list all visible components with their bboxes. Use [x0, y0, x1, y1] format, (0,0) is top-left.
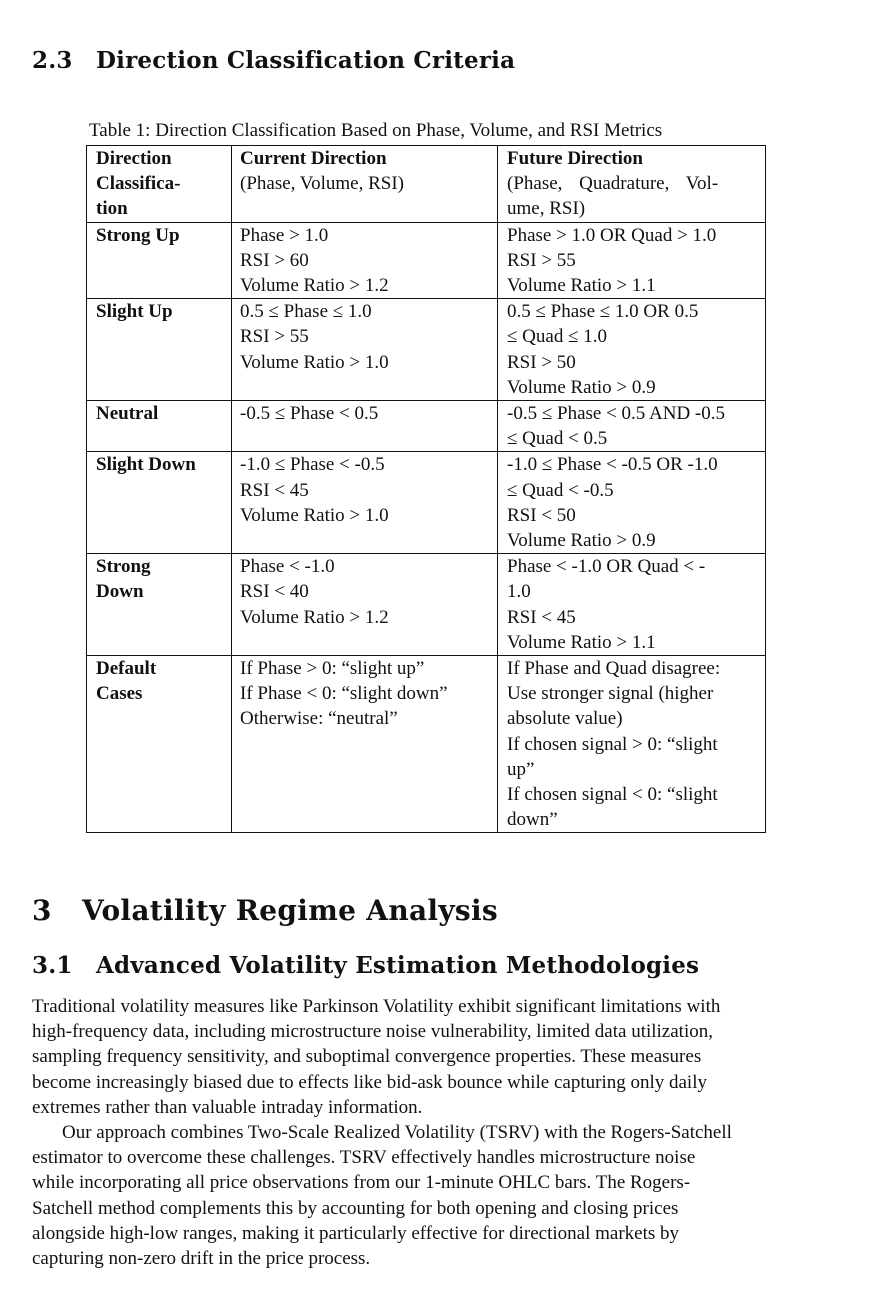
row-current: If Phase > 0: “slight up” If Phase < 0: “slight down” Otherwise: “neutral”: [232, 656, 498, 833]
header-future-direction: Future Direction (Phase, Quadrature, Vol- ume, RSI): [498, 146, 766, 223]
paragraph-2: Our approach combines Two-Scale Realized Volatility (TSRV) with the Rogers-Satchell estimator to overcome these challenges. TSRV effectively handles microstructure noise while incorporating all price observations from our 1-minute OHLC bars. The Rogers- Satchell method complements this by accounting for both opening and closing prices alongside high-low ranges, making it particularly effective for directional markets by capturing non-zero drift in the price process.: [32, 1122, 732, 1270]
table-row: [87, 656, 766, 833]
row-current: 0.5 ≤ Phase ≤ 1.0 RSI > 55 Volume Ratio > 1.0: [232, 299, 498, 401]
table-caption: Table 1: Direction Classification Based on Phase, Volume, and RSI Metrics: [89, 120, 663, 141]
table-row: [87, 222, 766, 299]
row-label: Strong Down: [87, 554, 232, 656]
section-2-3-heading: [32, 47, 515, 74]
row-label: Slight Down: [87, 452, 232, 554]
row-label: Strong Up: [87, 222, 232, 299]
header-direction: Direction Classifica- tion: [87, 146, 232, 223]
row-label: Neutral: [87, 401, 232, 452]
row-label: Slight Up: [87, 299, 232, 401]
section-title: Advanced Volatility Estimation Methodologies: [96, 952, 700, 979]
section-number: 2.3: [32, 47, 73, 74]
table-row: [87, 452, 766, 554]
table-row: [87, 401, 766, 452]
section-3-heading: [32, 894, 498, 927]
table-row: [87, 299, 766, 401]
section-number: 3.1: [32, 952, 73, 979]
paragraph-1: Traditional volatility measures like Parkinson Volatility exhibit significant limitations with high-frequency data, including microstructure noise vulnerability, limited data utilization, sampling frequency sensitivity, and suboptimal convergence properties. These measures become increasingly biased due to effects like bid-ask bounce while capturing only daily extremes rather than valuable intraday information.: [32, 996, 721, 1118]
direction-classification-table: [86, 145, 766, 833]
table-row: [87, 554, 766, 656]
section-title: Direction Classification Criteria: [96, 47, 516, 74]
section-3-1-heading: [32, 952, 699, 979]
row-future: If Phase and Quad disagree: Use stronger signal (higher absolute value) If chosen signal > 0: “slight up” If chosen signal < 0: “slight down”: [498, 656, 766, 833]
row-future: Phase > 1.0 OR Quad > 1.0 RSI > 55 Volume Ratio > 1.1: [498, 222, 766, 299]
row-current: Phase > 1.0 RSI > 60 Volume Ratio > 1.2: [232, 222, 498, 299]
row-current: Phase < -1.0 RSI < 40 Volume Ratio > 1.2: [232, 554, 498, 656]
row-label: Default Cases: [87, 656, 232, 833]
row-current: -0.5 ≤ Phase < 0.5: [232, 401, 498, 452]
section-number: 3: [32, 894, 52, 927]
header-current-direction: Current Direction (Phase, Volume, RSI): [232, 146, 498, 223]
row-current: -1.0 ≤ Phase < -0.5 RSI < 45 Volume Ratio > 1.0: [232, 452, 498, 554]
row-future: Phase < -1.0 OR Quad < - 1.0 RSI < 45 Volume Ratio > 1.1: [498, 554, 766, 656]
row-future: 0.5 ≤ Phase ≤ 1.0 OR 0.5 ≤ Quad ≤ 1.0 RSI > 50 Volume Ratio > 0.9: [498, 299, 766, 401]
table-header-row: [87, 146, 766, 223]
row-future: -1.0 ≤ Phase < -0.5 OR -1.0 ≤ Quad < -0.5 RSI < 50 Volume Ratio > 0.9: [498, 452, 766, 554]
row-future: -0.5 ≤ Phase < 0.5 AND -0.5 ≤ Quad < 0.5: [498, 401, 766, 452]
section-title: Volatility Regime Analysis: [82, 894, 498, 927]
